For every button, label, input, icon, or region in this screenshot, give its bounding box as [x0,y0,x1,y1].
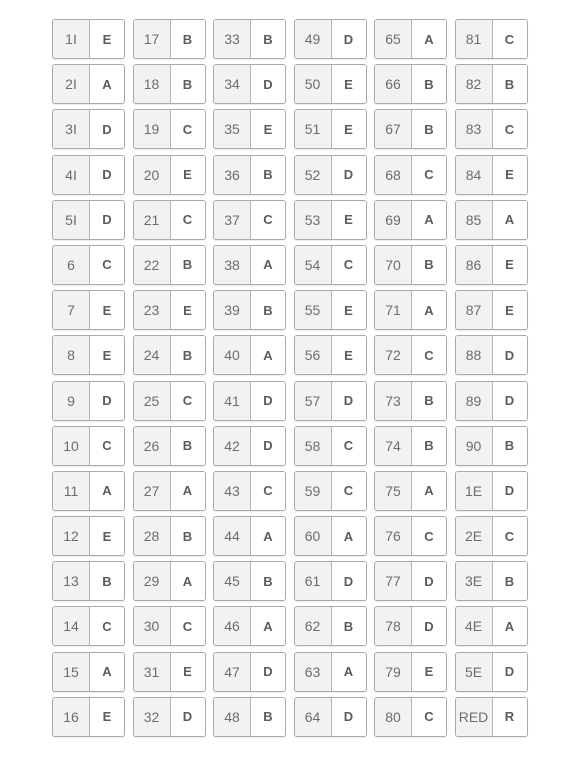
question-number: 45 [214,562,251,600]
question-number: 10 [53,427,90,465]
answer-letter: A [412,472,446,510]
question-number: 82 [456,65,493,103]
answer-cell [133,109,206,149]
answer-letter: A [412,201,446,239]
answer-letter: C [412,336,446,374]
question-number: 19 [134,110,171,148]
answer-letter: C [171,382,205,420]
answer-letter: E [251,110,285,148]
answer-cell [213,200,286,240]
answer-cell [213,109,286,149]
question-number: 24 [134,336,171,374]
answer-cell [133,381,206,421]
answer-letter: E [493,156,527,194]
answer-letter: C [493,517,527,555]
question-number: 46 [214,607,251,645]
question-number: 17 [134,20,171,58]
answer-cell [455,290,528,330]
answer-cell [133,426,206,466]
answer-cell [52,381,125,421]
answer-letter: B [251,20,285,58]
answer-letter: B [171,20,205,58]
question-number: 21 [134,201,171,239]
answer-letter: C [90,607,124,645]
answer-letter: E [90,291,124,329]
question-number: 4E [456,607,493,645]
answer-letter: C [171,607,205,645]
answer-cell [374,245,447,285]
answer-cell [294,19,367,59]
answer-letter: E [493,246,527,284]
answer-cell [374,606,447,646]
answer-letter: B [171,517,205,555]
question-number: RED [456,698,493,736]
answer-letter: C [90,246,124,284]
answer-letter: D [251,65,285,103]
question-number: 54 [295,246,332,284]
question-number: 63 [295,653,332,691]
answer-letter: A [332,653,366,691]
answer-cell [213,697,286,737]
answer-cell [133,290,206,330]
question-number: 68 [375,156,412,194]
answer-letter: D [90,201,124,239]
question-number: 58 [295,427,332,465]
answer-cell [455,561,528,601]
answer-letter: A [90,653,124,691]
answer-letter: A [251,517,285,555]
answer-cell [213,561,286,601]
question-number: 47 [214,653,251,691]
answer-cell [52,245,125,285]
question-number: 73 [375,382,412,420]
answer-cell [133,245,206,285]
answer-cell [294,697,367,737]
question-number: 41 [214,382,251,420]
answer-cell [374,652,447,692]
question-number: 31 [134,653,171,691]
question-number: 87 [456,291,493,329]
question-number: 85 [456,201,493,239]
answer-letter: E [171,156,205,194]
answer-letter: B [493,427,527,465]
answer-letter: D [332,698,366,736]
answer-cell [133,155,206,195]
answer-letter: B [493,562,527,600]
answer-letter: B [251,698,285,736]
answer-letter: E [171,291,205,329]
question-number: 15 [53,653,90,691]
answer-cell [52,426,125,466]
question-number: 42 [214,427,251,465]
answer-cell [294,381,367,421]
answer-letter: C [412,156,446,194]
answer-cell [455,200,528,240]
answer-cell [455,516,528,556]
answer-cell [213,245,286,285]
question-number: 37 [214,201,251,239]
question-number: 6 [53,246,90,284]
answer-letter: E [332,336,366,374]
answer-letter: E [90,336,124,374]
answer-letter: E [332,110,366,148]
answer-letter: B [332,607,366,645]
answer-cell [294,64,367,104]
answer-letter: B [171,65,205,103]
question-number: 60 [295,517,332,555]
answer-letter: E [332,201,366,239]
answer-cell [52,652,125,692]
question-number: 69 [375,201,412,239]
answer-cell [455,652,528,692]
answer-cell [455,335,528,375]
answer-letter: B [171,336,205,374]
answer-cell [294,200,367,240]
question-number: 48 [214,698,251,736]
answer-cell [213,606,286,646]
question-number: 1I [53,20,90,58]
question-number: 49 [295,20,332,58]
answer-letter: B [171,427,205,465]
answer-cell [52,471,125,511]
question-number: 5E [456,653,493,691]
answer-cell [294,426,367,466]
question-number: 22 [134,246,171,284]
answer-cell [294,290,367,330]
answer-letter: D [90,382,124,420]
answer-letter: D [332,382,366,420]
answer-cell [455,155,528,195]
answer-cell [374,335,447,375]
answer-letter: B [251,562,285,600]
question-number: 90 [456,427,493,465]
question-number: 7 [53,291,90,329]
question-number: 3I [53,110,90,148]
question-number: 61 [295,562,332,600]
answer-key-grid [52,19,528,737]
question-number: 32 [134,698,171,736]
question-number: 44 [214,517,251,555]
answer-cell [52,516,125,556]
answer-letter: B [90,562,124,600]
question-number: 86 [456,246,493,284]
answer-cell [294,155,367,195]
answer-letter: B [251,156,285,194]
question-number: 26 [134,427,171,465]
answer-letter: D [493,472,527,510]
answer-letter: A [332,517,366,555]
answer-cell [455,381,528,421]
question-number: 72 [375,336,412,374]
question-number: 76 [375,517,412,555]
question-number: 70 [375,246,412,284]
answer-letter: D [412,607,446,645]
question-number: 29 [134,562,171,600]
answer-cell [455,64,528,104]
answer-cell [374,109,447,149]
answer-cell [133,652,206,692]
answer-letter: C [412,517,446,555]
answer-cell [52,64,125,104]
answer-letter: D [493,336,527,374]
answer-letter: A [412,20,446,58]
answer-letter: D [251,427,285,465]
answer-cell [133,516,206,556]
answer-cell [213,64,286,104]
question-number: 71 [375,291,412,329]
answer-letter: A [171,562,205,600]
question-number: 28 [134,517,171,555]
answer-cell [374,426,447,466]
answer-cell [133,606,206,646]
answer-letter: B [412,427,446,465]
question-number: 39 [214,291,251,329]
answer-letter: D [90,156,124,194]
question-number: 89 [456,382,493,420]
question-number: 4I [53,156,90,194]
question-number: 34 [214,65,251,103]
question-number: 80 [375,698,412,736]
question-number: 8 [53,336,90,374]
answer-cell [52,290,125,330]
question-number: 12 [53,517,90,555]
answer-letter: D [251,653,285,691]
question-number: 38 [214,246,251,284]
answer-cell [52,606,125,646]
question-number: 55 [295,291,332,329]
answer-letter: A [493,607,527,645]
answer-letter: D [90,110,124,148]
question-number: 64 [295,698,332,736]
question-number: 35 [214,110,251,148]
question-number: 52 [295,156,332,194]
answer-letter: C [332,472,366,510]
answer-letter: E [412,653,446,691]
question-number: 33 [214,20,251,58]
question-number: 77 [375,562,412,600]
answer-cell [213,381,286,421]
answer-cell [374,561,447,601]
answer-cell [294,516,367,556]
answer-cell [374,471,447,511]
answer-cell [294,471,367,511]
answer-letter: D [493,382,527,420]
answer-cell [455,426,528,466]
question-number: 57 [295,382,332,420]
question-number: 84 [456,156,493,194]
answer-letter: E [90,20,124,58]
answer-letter: C [332,427,366,465]
answer-letter: C [171,110,205,148]
answer-letter: A [412,291,446,329]
answer-cell [52,155,125,195]
question-number: 40 [214,336,251,374]
answer-letter: C [171,201,205,239]
answer-cell [52,19,125,59]
question-number: 30 [134,607,171,645]
question-number: 78 [375,607,412,645]
question-number: 25 [134,382,171,420]
answer-letter: A [251,336,285,374]
question-number: 74 [375,427,412,465]
question-number: 59 [295,472,332,510]
question-number: 81 [456,20,493,58]
question-number: 13 [53,562,90,600]
answer-letter: C [90,427,124,465]
answer-letter: D [332,562,366,600]
question-number: 67 [375,110,412,148]
answer-cell [294,245,367,285]
answer-letter: A [90,472,124,510]
answer-cell [213,290,286,330]
question-number: 2I [53,65,90,103]
answer-cell [133,471,206,511]
answer-cell [455,471,528,511]
question-number: 9 [53,382,90,420]
answer-cell [455,606,528,646]
question-number: 79 [375,653,412,691]
answer-cell [374,381,447,421]
answer-cell [52,335,125,375]
question-number: 3E [456,562,493,600]
answer-letter: B [412,246,446,284]
answer-cell [213,426,286,466]
question-number: 11 [53,472,90,510]
answer-letter: D [332,20,366,58]
answer-cell [294,561,367,601]
answer-cell [455,109,528,149]
answer-cell [133,561,206,601]
question-number: 75 [375,472,412,510]
answer-cell [213,155,286,195]
answer-cell [294,606,367,646]
answer-cell [374,155,447,195]
answer-letter: C [251,201,285,239]
answer-cell [213,471,286,511]
answer-cell [133,64,206,104]
answer-cell [213,516,286,556]
answer-cell [374,64,447,104]
question-number: 53 [295,201,332,239]
answer-cell [213,335,286,375]
answer-cell [52,200,125,240]
answer-letter: B [493,65,527,103]
answer-letter: A [90,65,124,103]
answer-cell [52,697,125,737]
question-number: 88 [456,336,493,374]
question-number: 18 [134,65,171,103]
answer-letter: B [412,382,446,420]
answer-cell [455,697,528,737]
question-number: 43 [214,472,251,510]
answer-letter: B [171,246,205,284]
question-number: 83 [456,110,493,148]
answer-cell [294,335,367,375]
answer-cell [455,245,528,285]
answer-letter: B [412,65,446,103]
question-number: 36 [214,156,251,194]
answer-cell [374,697,447,737]
answer-letter: D [493,653,527,691]
answer-letter: B [251,291,285,329]
question-number: 51 [295,110,332,148]
answer-letter: E [90,517,124,555]
answer-letter: A [171,472,205,510]
answer-letter: A [493,201,527,239]
answer-letter: R [493,698,527,736]
question-number: 2E [456,517,493,555]
answer-letter: B [412,110,446,148]
question-number: 1E [456,472,493,510]
answer-cell [374,290,447,330]
answer-letter: E [171,653,205,691]
question-number: 14 [53,607,90,645]
answer-cell [374,200,447,240]
answer-cell [133,697,206,737]
answer-cell [133,335,206,375]
question-number: 5I [53,201,90,239]
answer-letter: D [171,698,205,736]
answer-letter: C [332,246,366,284]
answer-letter: E [493,291,527,329]
answer-letter: E [332,65,366,103]
answer-cell [52,561,125,601]
answer-cell [52,109,125,149]
answer-cell [133,19,206,59]
answer-cell [294,109,367,149]
question-number: 16 [53,698,90,736]
question-number: 27 [134,472,171,510]
answer-cell [455,19,528,59]
question-number: 65 [375,20,412,58]
answer-cell [374,516,447,556]
answer-letter: C [493,110,527,148]
question-number: 23 [134,291,171,329]
question-number: 62 [295,607,332,645]
question-number: 20 [134,156,171,194]
answer-letter: D [332,156,366,194]
answer-letter: C [493,20,527,58]
answer-cell [213,19,286,59]
question-number: 66 [375,65,412,103]
answer-letter: A [251,246,285,284]
answer-letter: A [251,607,285,645]
question-number: 56 [295,336,332,374]
answer-cell [374,19,447,59]
answer-cell [294,652,367,692]
answer-cell [213,652,286,692]
answer-letter: E [90,698,124,736]
answer-letter: D [412,562,446,600]
answer-letter: C [251,472,285,510]
answer-letter: E [332,291,366,329]
answer-letter: D [251,382,285,420]
question-number: 50 [295,65,332,103]
answer-cell [133,200,206,240]
answer-letter: C [412,698,446,736]
